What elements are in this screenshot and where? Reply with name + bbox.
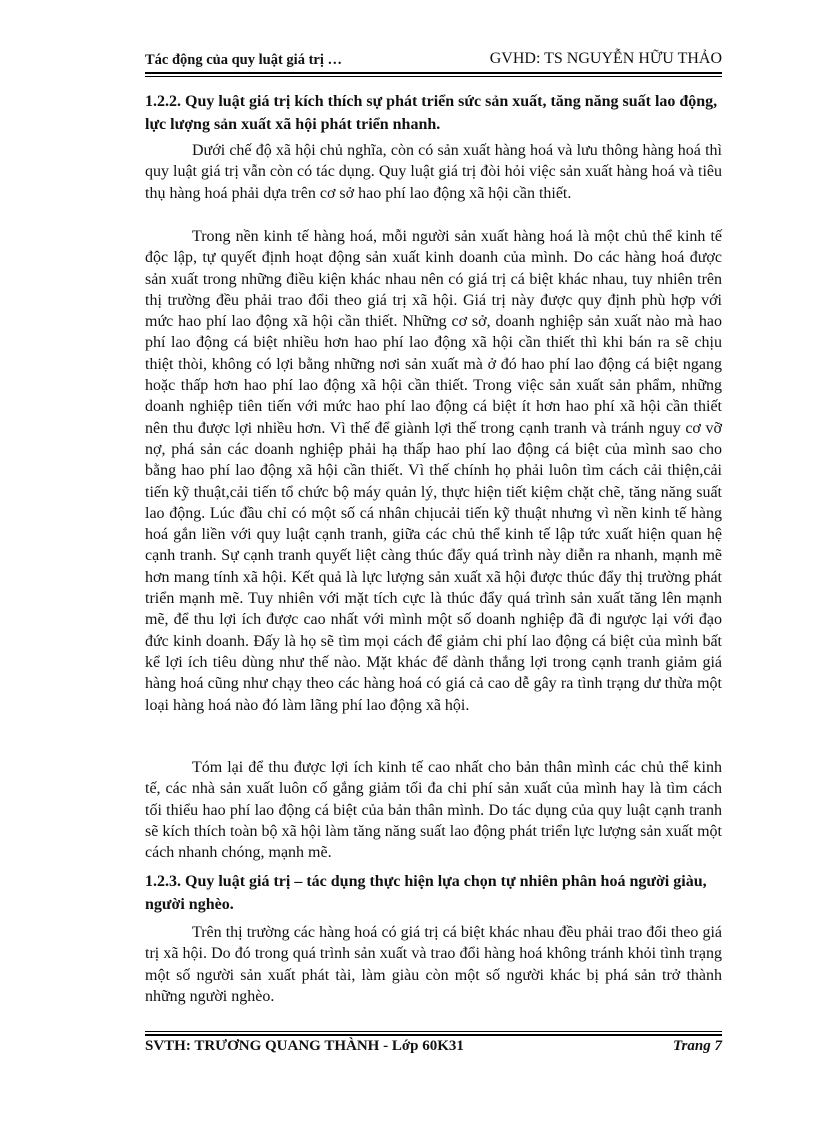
footer-author: SVTH: TRƯƠNG QUANG THÀNH - Lớp 60K31 xyxy=(145,1038,464,1054)
paragraph: Tóm lại để thu được lợi ích kinh tế cao nhất cho bản thân mình các chủ thể kinh tế, các nhà sản xuất luôn cố gắng giảm tối đa chi phí sản xuất của mình hay là tìm cách tối thiểu hao phí lao động cá biệt của bản thân mình. Do tác dụng của quy luật cạnh tranh sẽ kích thích toàn bộ xã hội làm tăng năng suất lao động phát triển lực lượng sản xuất một cách nhanh chóng, mạnh mẽ. xyxy=(145,759,722,862)
header-title: Tác động của quy luật giá trị … xyxy=(145,52,342,68)
header-advisor: GVHD: TS NGUYỄN HỮU THẢO xyxy=(489,50,722,67)
paragraph: Trong nền kinh tế hàng hoá, mỗi người sản xuất hàng hoá là một chủ thể kinh tế độc lập, tự quyết định hoạt động sản xuất kinh doanh của mình. Do các hàng hoá được sản xuất trong những điều kiện khác nhau nên có giá trị cá biệt khác nhau, tuy nhiên trên thị trường đều phải trao đổi theo giá trị xã hội. Giá trị này được quy định phù hợp với mức hao phí lao động xã hội cần thiết. Những cơ sở, doanh nghiệp sản xuất nào mà hao phí lao động cá biệt nhiều hơn hao phí lao động xã hội cần thiết thì khi bán ra sẽ chịu thiệt thòi, không có lợi bằng những nơi sản xuất mà ở đó hao phí lao động cá biệt ngang hoặc thấp hơn hao phí lao động xã hội cần thiết. Trong việc sản xuất sản phẩm, những doanh nghiệp tiên tiến với mức hao phí lao động cá biệt ít hơn hao phí xã hội cần thiết nên thu được lợi nhiều hơn. Vì thế để giành lợi thế trong cạnh tranh và tránh nguy cơ vỡ nợ, phá sản các doanh nghiệp phải hạ thấp hao phí lao động cá biệt của mình sao cho bằng hao phí lao động xã hội cần thiết. Vì thế chính họ phải luôn tìm cách cải thiện,cải tiến kỹ thuật,cải tiến tổ chức bộ máy quản lý, thực hiện tiết kiệm chặt chẽ, tăng năng suất lao động. Lúc đầu chỉ có một số cá nhân chịucải tiến kỹ thuật nhưng vì nền kinh tế hàng hoá gắn liền với quy luật cạnh tranh, giữa các chủ thể kinh tế lập tức xuất hiện quan hệ cạnh tranh. Sự cạnh tranh quyết liệt càng thúc đẩy quá trình này diễn ra nhanh, mạnh mẽ hơn mang tính xã hội. Kết quả là lực lượng sản xuất xã hội được thúc đẩy thị trường phát triển mạnh mẽ. Tuy nhiên với mặt tích cực là thúc đẩy quá trình sản xuất tăng lên mạnh mẽ, để thu lợi ích được cao nhất với mình một số doanh nghiệp đã đi ngược lại với đạo đức kinh doanh. Đấy là họ sẽ tìm mọi cách để giảm chi phí lao động cá biệt của mình bất kể lợi ích tiêu dùng như thế nào. Mặt khác để dành thắng lợi trong cạnh tranh giảm giá hàng hoá cũng như chạy theo các hàng hoá có giá cả cao dễ gây ra tình trạng dư thừa một loại hàng hoá nào đó làm lãng phí lao động xã hội. xyxy=(145,228,722,714)
paragraph: Dưới chế độ xã hội chủ nghĩa, còn có sản xuất hàng hoá và lưu thông hàng hoá thì quy luật giá trị vẫn còn có tác dụng. Quy luật giá trị đòi hỏi việc sản xuất hàng hoá và tiêu thụ hàng hoá phải dựa trên cơ sở hao phí lao động xã hội cần thiết. xyxy=(145,142,722,202)
page-number: Trang 7 xyxy=(672,1038,722,1054)
paragraph: Trên thị trường các hàng hoá có giá trị cá biệt khác nhau đều phải trao đổi theo giá trị xã hội. Do đó trong quá trình sản xuất và trao đổi hàng hoá không tránh khỏi tình trạng một số người sản xuất phát tài, làm giàu còn một số người khác bị phá sản trở thành những người nghèo. xyxy=(145,924,722,1005)
section-heading-1-2-2: 1.2.2. Quy luật giá trị kích thích sự phát triển sức sản xuất, tăng năng suất lao động, lực lượng sản xuất xã hội phát triển nhanh. xyxy=(145,93,718,133)
footer-divider xyxy=(145,1031,722,1032)
footer-divider-thick xyxy=(145,1034,722,1036)
page-header xyxy=(145,50,722,74)
section-heading-1-2-3: 1.2.3. Quy luật giá trị – tác dụng thực hiện lựa chọn tự nhiên phân hoá người giàu, người nghèo. xyxy=(145,873,707,913)
header-divider xyxy=(145,76,722,77)
page-footer xyxy=(145,1038,722,1060)
